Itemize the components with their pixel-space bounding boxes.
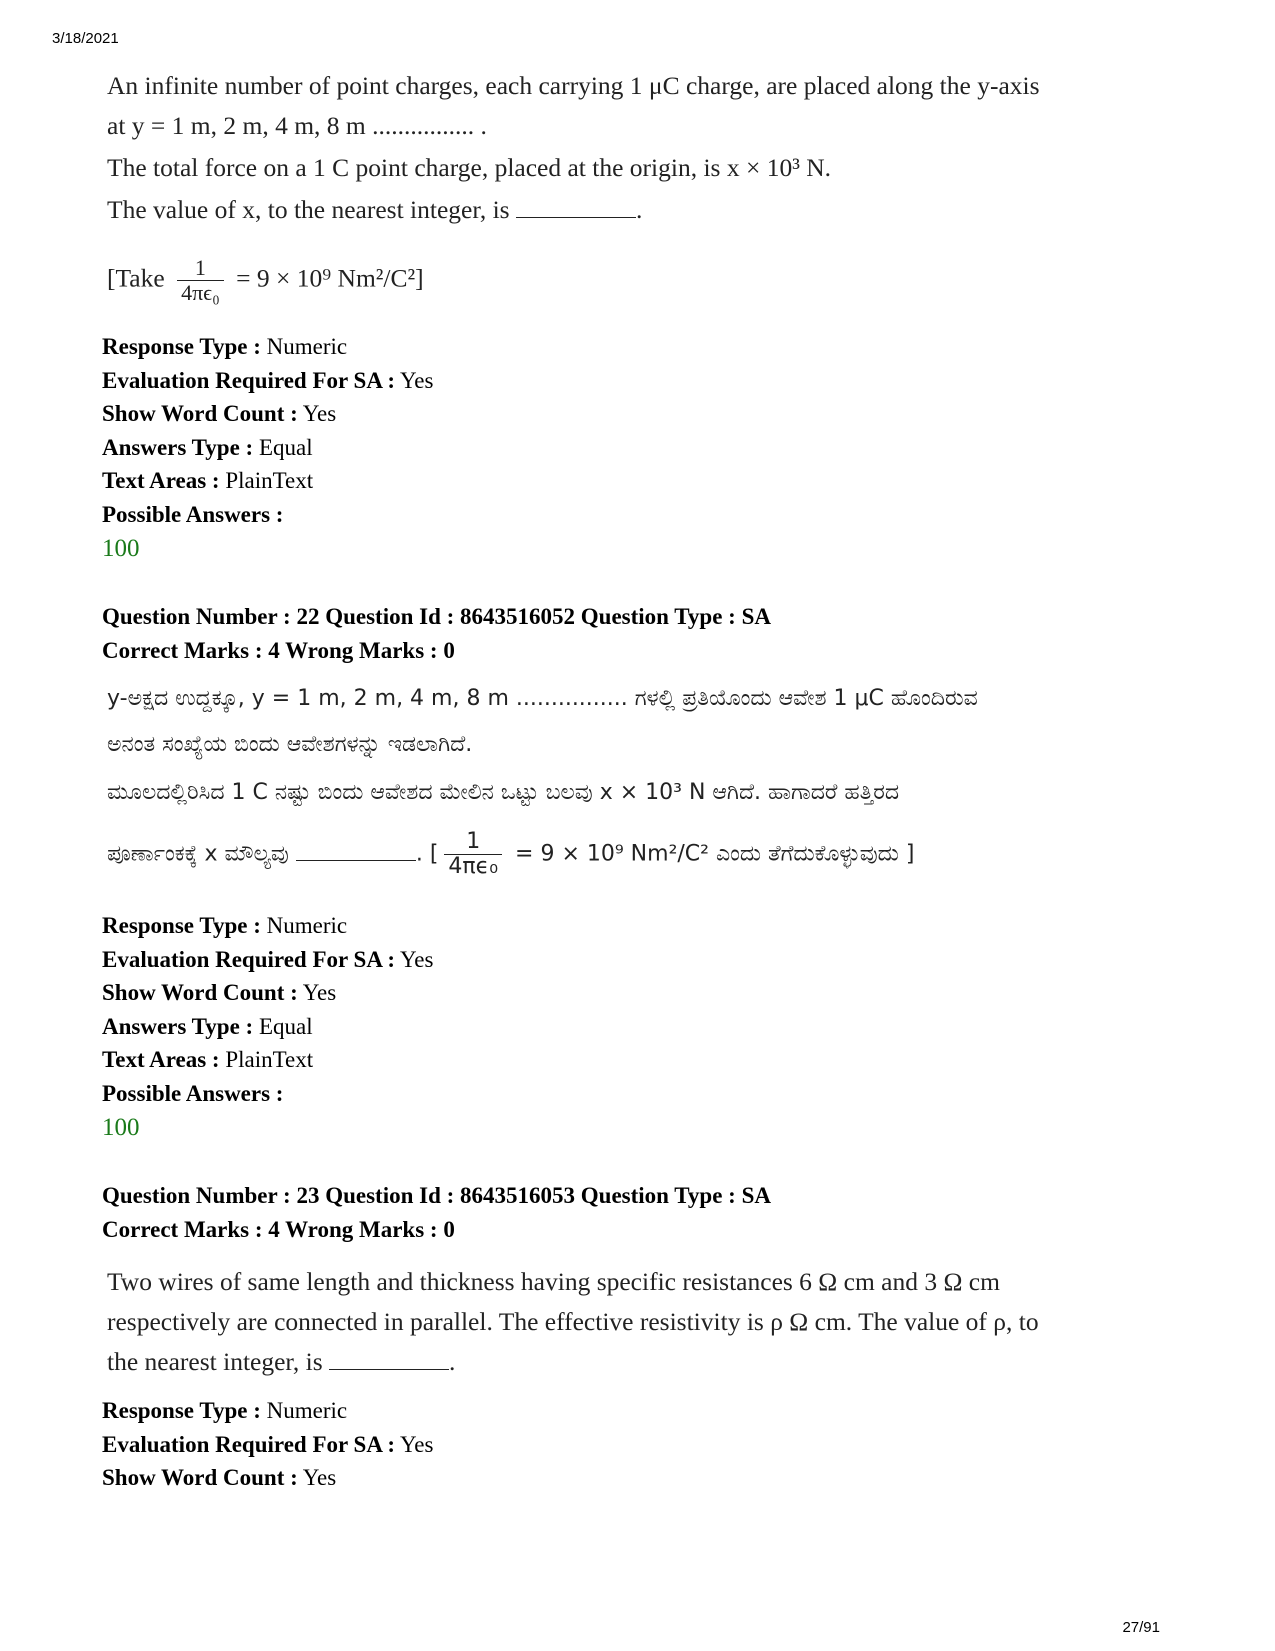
meta-row: Answers Type : Equal	[102, 434, 313, 460]
meta-row: Response Type : Numeric	[102, 334, 348, 359]
meta-row: Evaluation Required For SA : Yes	[102, 946, 434, 972]
meta-row: Response Type : Numeric	[102, 1398, 348, 1423]
meta-row: Possible Answers :	[102, 501, 284, 527]
q23-line-2: respectively are connected in parallel. The effective resistivity is ρ Ω cm. The value of ρ, to	[107, 1307, 1039, 1336]
fraction: $\frac{1}{\text{4πϵ₀}}$	[444, 830, 502, 879]
q22-line-1: y-ಅಕ್ಷದ ಉದ್ದಕ್ಕೂ, y = 1 m, 2 m, 4 m, 8 m ................ ಗಳಲ್ಲಿ ಪ್ರತಿಯೊಂದು ಆವೇಶ 1 μC ಹೊಂದಿರುವ	[107, 686, 978, 711]
meta-row: Possible Answers :	[102, 1080, 284, 1106]
answer-blank	[329, 1347, 449, 1370]
meta-row: Answers Type : Equal	[102, 1013, 313, 1039]
meta-row: Show Word Count : Yes	[102, 1465, 337, 1490]
meta-row: Evaluation Required For SA : Yes	[102, 367, 434, 393]
meta-row: Response Type : Numeric	[102, 913, 348, 938]
q23-line-1: Two wires of same length and thickness having specific resistances 6 Ω cm and 3 Ω cm	[107, 1267, 1000, 1296]
q23-line-3: the nearest integer, is .	[107, 1347, 456, 1376]
q23-meta	[102, 1394, 433, 1495]
q21-line-1: An infinite number of point charges, each carrying 1 μC charge, are placed along the y-axis	[107, 71, 1040, 100]
q22-question-text	[107, 676, 978, 879]
q22-meta	[102, 909, 433, 1146]
q21-line-2: at y = 1 m, 2 m, 4 m, 8 m ................ .	[107, 111, 487, 140]
q22-line-4: ಪೂರ್ಣಾಂಕಕ್ಕೆ x ಮೌಲ್ಯವು . [ $\frac{1}{\text{4πϵ₀}}$ = 9 × 10⁹ Nm²/C² ಎಂದು ತೆಗೆದುಕೊಳ್ಳುವುದು ]	[107, 829, 915, 879]
fraction: $\frac{1}{\text{4πϵ₀}}$	[177, 256, 224, 305]
q23-question-text	[107, 1262, 1039, 1382]
q21-line-3: The total force on a 1 C point charge, placed at the origin, is x × 10³ N.	[107, 153, 832, 182]
q22-line-3: ಮೂಲದಲ್ಲಿರಿಸಿದ 1 C ನಷ್ಟು ಬಿಂದು ಆವೇಶದ ಮೇಲಿನ ಒಟ್ಟು ಬಲವು x × 10³ N ಆಗಿದೆ. ಹಾಗಾದರೆ ಹತ್ತಿರದ	[107, 780, 900, 805]
q22-header-line-1: Question Number : 22 Question Id : 8643516052 Question Type : SA	[102, 604, 771, 629]
q23-header-line-2: Correct Marks : 4 Wrong Marks : 0	[102, 1216, 455, 1242]
q22-header	[102, 600, 771, 667]
answer-blank	[296, 838, 416, 861]
meta-row: Evaluation Required For SA : Yes	[102, 1431, 434, 1457]
q23-header	[102, 1179, 771, 1246]
q21-meta	[102, 330, 433, 567]
print-date: 3/18/2021	[52, 30, 119, 47]
q21-question-text	[107, 66, 1040, 305]
meta-row: Show Word Count : Yes	[102, 401, 337, 426]
possible-answer: 100	[102, 535, 140, 562]
page-number: 27/91	[1122, 1619, 1160, 1636]
q21-line-4: The value of x, to the nearest integer, is .	[107, 195, 643, 224]
q23-header-line-1: Question Number : 23 Question Id : 8643516053 Question Type : SA	[102, 1183, 771, 1208]
meta-row: Text Areas : PlainText	[102, 1047, 314, 1072]
answer-blank	[516, 195, 636, 218]
meta-row: Text Areas : PlainText	[102, 468, 314, 493]
q22-header-line-2: Correct Marks : 4 Wrong Marks : 0	[102, 637, 455, 663]
meta-row: Show Word Count : Yes	[102, 980, 337, 1005]
q21-take-constant: [Take $\frac{1}{\text{4πϵ₀}}$ = 9 × 10⁹ Nm²/C²]	[107, 255, 424, 305]
q22-line-2: ಅನಂತ ಸಂಖ್ಯೆಯ ಬಿಂದು ಆವೇಶಗಳನ್ನು ಇಡಲಾಗಿದೆ.	[107, 732, 473, 757]
possible-answer: 100	[102, 1114, 140, 1141]
